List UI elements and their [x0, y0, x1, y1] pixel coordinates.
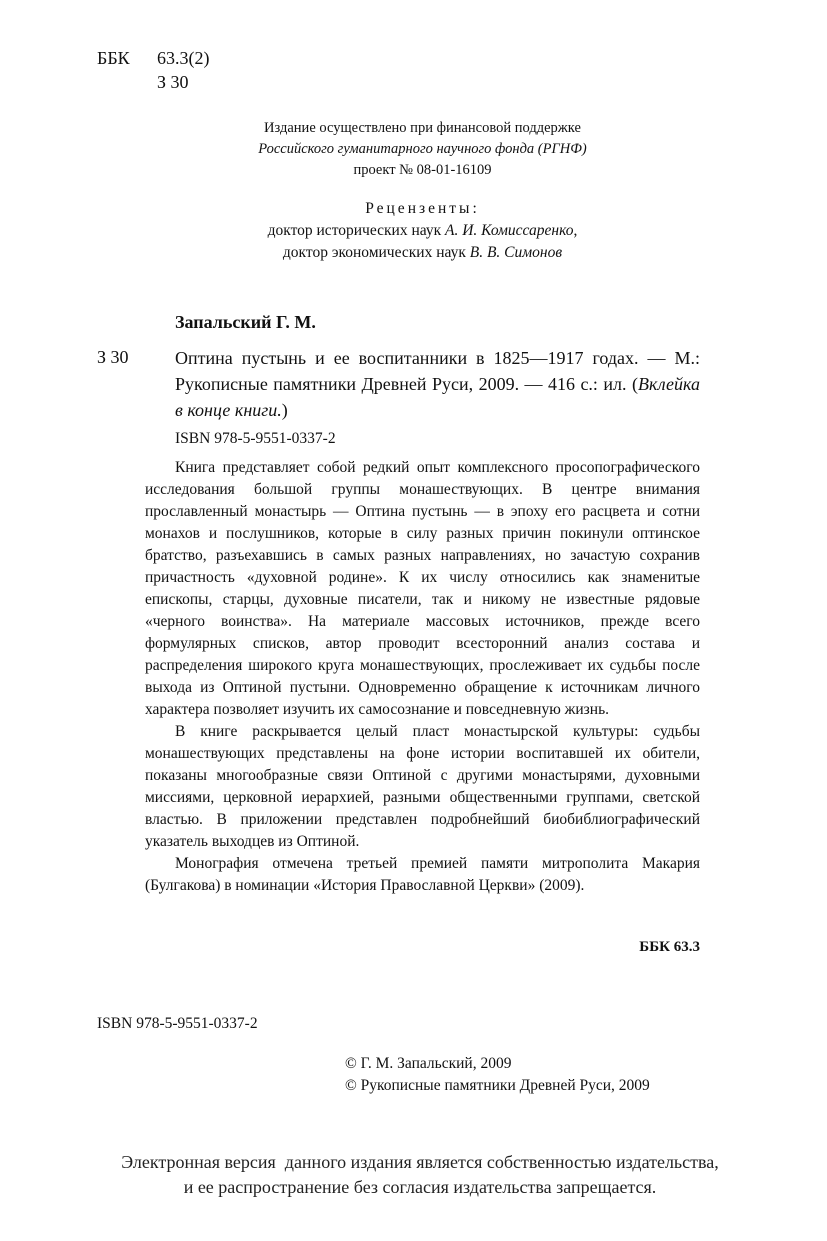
bbk-label: ББК — [97, 48, 130, 68]
bbk-index — [97, 46, 210, 94]
electronic-version-notice — [60, 1150, 780, 1200]
reviewer-2: доктор экономических наук В. В. Симонов — [282, 244, 563, 261]
annotation — [145, 457, 700, 897]
catalog-code: З 30 — [97, 347, 129, 367]
author-heading: Запальский Г. М. — [175, 312, 316, 332]
isbn-entry: ISBN 978-5-9551-0337-2 — [175, 430, 336, 447]
isbn-bottom: ISBN 978-5-9551-0337-2 — [97, 1015, 258, 1032]
reviewer-1-name: А. И. Комиссаренко — [445, 222, 574, 239]
copyright-publisher: © Рукописные памятники Древней Руси, 2009 — [345, 1077, 650, 1094]
notice-line-2: и ее распространение без согласия издательства запрещается. — [183, 1177, 657, 1197]
bbk-code: 63.3(2) — [157, 48, 210, 68]
annotation-paragraph-1: Книга представляет собой редкий опыт комплексного просопографического исследования большой группы монашествующих. В центре внимания прославленный монастырь — Оптина пустынь — в эпоху его расцвета и сотни монахов и послушников, которые в силу разных причин покинули оптинское братство, разъехавшись в самых разных направлениях, но зачастую сохранив причастность «духовной родине». К их числу относились как знаменитые епископы, старцы, духовные писатели, так и никому не известные рядовые «черного воинства». На материале массовых источников, прежде всего формулярных списков, автор проводит всесторонний анализ состава и распределения широкого круга монашествующих, прослеживает их судьбы после выхода из Оптиной пустыни. Одновременно обращение к источникам личного характера позволяет изучить их самосознание и повседневную жизнь. — [145, 459, 700, 718]
reviewer-2-name: В. В. Симонов — [469, 244, 563, 261]
entry-italic-note: Вклейка в конце книги. — [175, 374, 700, 420]
notice-line-1: Электронная версия данного издания является собственностью издательства, — [121, 1152, 719, 1172]
funding-line-1: Издание осуществлено при финансовой поддержке — [264, 120, 581, 136]
funding-line-3: проект № 08-01-16109 — [353, 162, 492, 178]
annotation-paragraph-2: В книге раскрывается целый пласт монастырской культуры: судьбы монашествующих представлены на фоне истории воспитавшей их обители, показаны многообразные связи Оптиной с другими монастырями, духовными миссиями, церковной иерархией, разными общественными группами, светской властью. В приложении представлен подробнейший биобиблиографический указатель выходцев из Оптиной. — [145, 723, 700, 850]
bbk-footer-code: ББК 63.3 — [639, 939, 700, 955]
author-sign: З 30 — [157, 72, 189, 92]
funding-line-2: Российского гуманитарного научного фонда (РГНФ) — [258, 141, 587, 157]
reviewers-title: Рецензенты: — [365, 200, 480, 217]
annotation-paragraph-3: Монография отмечена третьей премией памяти митрополита Макария (Булгакова) в номинации «История Православной Церкви» (2009). — [145, 855, 700, 894]
reviewer-1: доктор исторических наук А. И. Комиссаренко, — [267, 222, 578, 239]
copyright-block — [345, 1053, 650, 1097]
copyright-author: © Г. М. Запальский, 2009 — [345, 1055, 512, 1072]
bibliographic-entry: Оптина пустынь и ее воспитанники в 1825—1917 годах. — М.: Рукописные памятники Древней Руси, 2009. — 416 с.: ил. (Вклейка в конце книги.) — [175, 348, 700, 420]
funding-note — [150, 118, 695, 181]
reviewers-block — [150, 198, 695, 264]
